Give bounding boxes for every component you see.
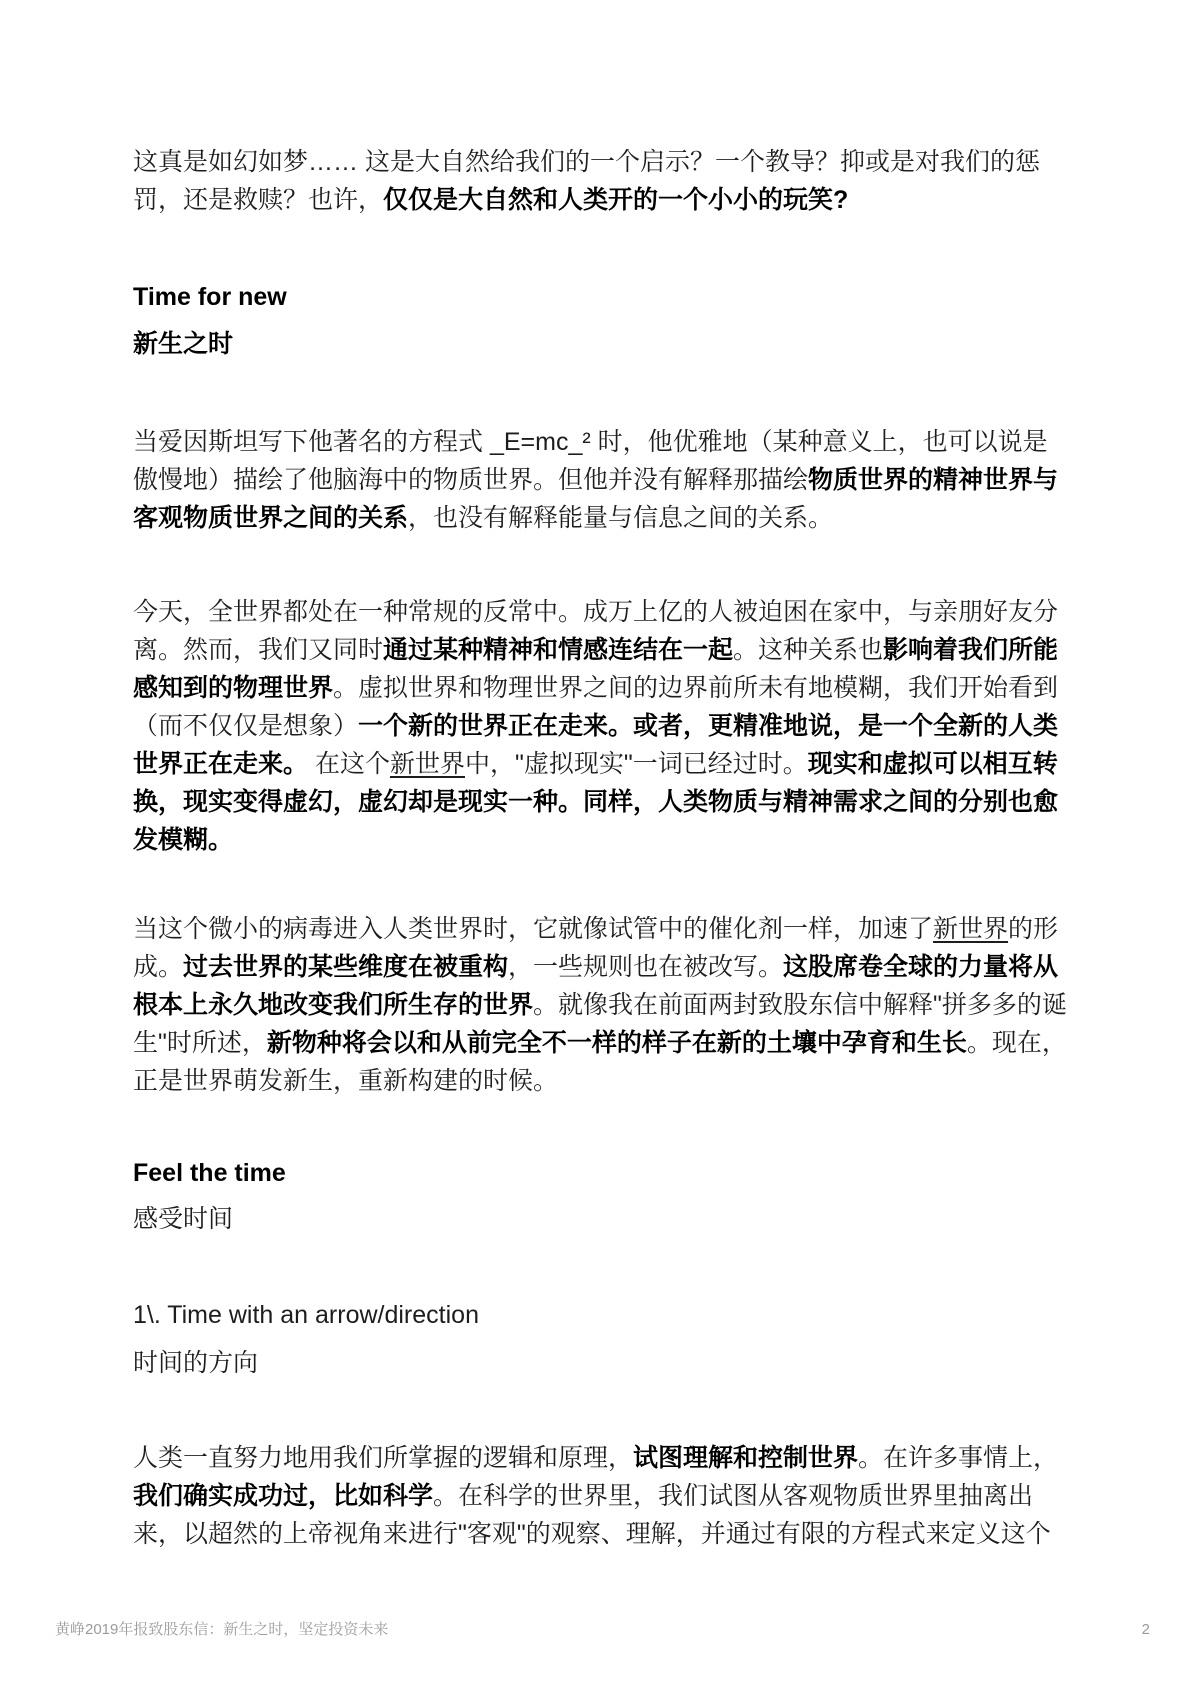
heading-time-arrow-en: 1\. Time with an arrow/direction	[133, 1301, 479, 1329]
heading-feel-the-time-zh: 感受时间	[133, 1205, 234, 1233]
heading-time-for-new-en: Time for new	[133, 283, 287, 311]
letter-body	[133, 143, 1068, 1553]
paragraph-einstein: 当爱因斯坦写下他著名的方程式 _E=mc_² 时，他优雅地（某种意义上，也可以说是傲慢地）描绘了他脑海中的物质世界。但他并没有解释那描绘物质世界的精神世界与客观物质世界之间的关系，也没有解释能量与信息之间的关系。	[133, 428, 1059, 532]
paragraph-virus-catalyst: 当这个微小的病毒进入人类世界时，它就像试管中的催化剂一样，加速了新世界的形成。过去世界的某些维度在被重构，一些规则也在被改写。这股席卷全球的力量将从根本上永久地改变我们所生存的世界。就像我在前面两封致股东信中解释"拼多多的诞生"时所述，新物种将会以和从前完全不一样的样子在新的土壤中孕育和生长。现在，正是世界萌发新生，重新构建的时候。	[133, 915, 1067, 1095]
heading-time-for-new-zh: 新生之时	[133, 330, 234, 358]
footer-page-number: 2	[1141, 1621, 1150, 1638]
paragraph-today: 今天，全世界都处在一种常规的反常中。成万上亿的人被迫困在家中，与亲朋好友分离。然而，我们又同时通过某种精神和情感连结在一起。这种关系也影响着我们所能感知到的物理世界。虚拟世界和物理世界之间的边界前所未有地模糊，我们开始看到（而不仅仅是想象）一个新的世界正在走来。或者，更精准地说，是一个全新的人类世界正在走来。 在这个新世界中，"虚拟现实"一词已经过时。现实和虚拟可以相互转换，现实变得虚幻，虚幻却是现实一种。同样，人类物质与精神需求之间的分别也愈发模糊。	[133, 598, 1059, 854]
footer-title: 黄峥2019年报致股东信：新生之时，坚定投资未来	[55, 1621, 389, 1638]
heading-time-arrow-zh: 时间的方向	[133, 1349, 259, 1377]
paragraph-dream: 这真是如幻如梦…… 这是大自然给我们的一个启示？一个教导？抑或是对我们的惩罚，还是救赎？也许，仅仅是大自然和人类开的一个小小的玩笑?	[133, 148, 1040, 214]
heading-feel-the-time-en: Feel the time	[133, 1159, 286, 1187]
paragraph-humanity-logic: 人类一直努力地用我们所掌握的逻辑和原理，试图理解和控制世界。在许多事情上，我们确实成功过，比如科学。在科学的世界里，我们试图从客观物质世界里抽离出来，以超然的上帝视角来进行"客观"的观察、理解，并通过有限的方程式来定义这个	[133, 1444, 1059, 1548]
page-footer	[55, 1620, 1150, 1640]
